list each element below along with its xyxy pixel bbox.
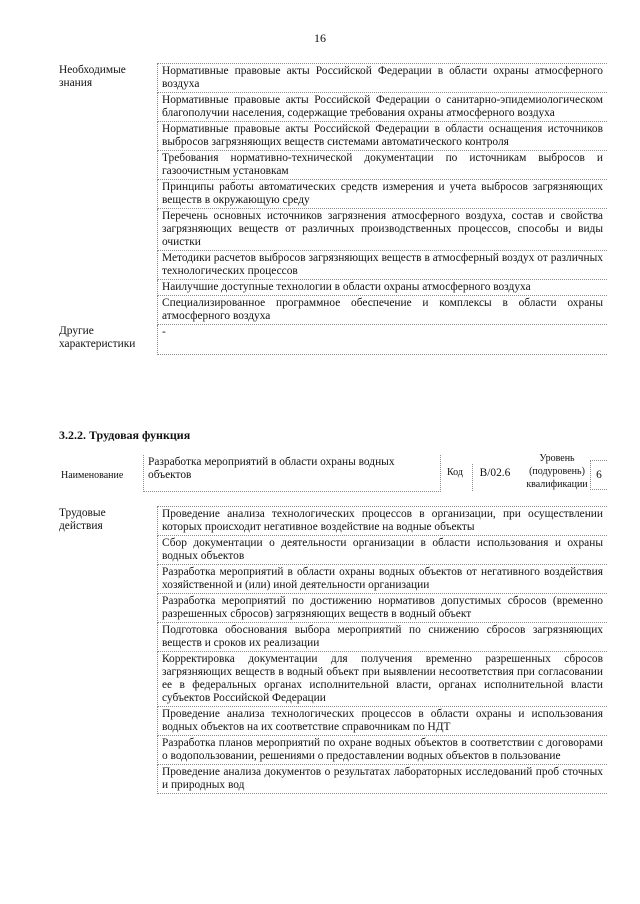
action-item: Проведение анализа технологических процессов в организации, при осуществлении которых происходит негативное воздействие на водные объекты (158, 507, 608, 536)
action-item: Подготовка обоснования выбора мероприятий по снижению сбросов загрязняющих веществ и сроков их реализации (158, 623, 608, 652)
knowledge-item: Нормативные правовые акты Российской Федерации в области охраны атмосферного воздуха (158, 64, 608, 93)
name-label: Наименование (61, 470, 124, 481)
other-value: - (158, 325, 608, 355)
function-code: B/02.6 (472, 464, 517, 491)
action-item: Проведение анализа технологических процессов в области охраны и использования водных объектов на их соответствие справочникам по НДТ (158, 707, 608, 736)
function-header (59, 452, 607, 494)
actions-table (59, 506, 607, 794)
action-item: Проведение анализа документов о результатах лабораторных исследований проб сточных и природных вод (158, 765, 608, 794)
level-label-line1: Уровень (539, 453, 575, 464)
knowledge-item: Специализированное программное обеспечение и комплексы в области охраны атмосферного воздуха (158, 296, 608, 325)
other-label-line2: характеристики (59, 337, 136, 350)
code-label: Код (447, 467, 463, 478)
actions-label-line2: действия (59, 519, 103, 532)
knowledge-item: Нормативные правовые акты Российской Федерации о санитарно-эпидемиологическом благополучии населения, содержащие требования охраны атмосферного воздуха (158, 93, 608, 122)
action-item: Разработка мероприятий в области охраны водных объектов от негативного воздействия хозяйственной и (или) иной деятельности организации (158, 565, 608, 594)
action-item: Разработка мероприятий по достижению нормативов допустимых сбросов (временно разрешенных сбросов) загрязняющих веществ в водный объект (158, 594, 608, 623)
actions-label-line1: Трудовые (59, 506, 106, 519)
section-heading: 3.2.2. Трудовая функция (59, 428, 191, 442)
knowledge-item: Перечень основных источников загрязнения атмосферного воздуха, состав и свойства загрязняющих веществ от различных производственных процессов, способы и виды очистки (158, 209, 608, 251)
level-label-line3: квалификации (526, 479, 588, 490)
level-label (520, 452, 594, 491)
action-item: Корректировка документации для получения временно разрешенных сбросов загрязняющих веществ в водный объект при выявлении несоответствия при согласовании ее в федеральных органах исполнительной власти, органах исполнительной власти субъектов Российской Федерации (158, 652, 608, 707)
qualification-level: 6 (590, 460, 607, 490)
knowledge-label (59, 64, 158, 325)
actions-label (59, 507, 158, 794)
knowledge-item: Нормативные правовые акты Российской Федерации в области оснащения источников выбросов загрязняющих веществ системами автоматического контроля (158, 122, 608, 151)
knowledge-item: Методики расчетов выбросов загрязняющих веществ в атмосферный воздух от различных технологических процессов (158, 251, 608, 280)
knowledge-label-line1: Необходимые (59, 63, 126, 76)
knowledge-item: Наилучшие доступные технологии в области охраны атмосферного воздуха (158, 280, 608, 296)
other-label (59, 325, 158, 355)
level-label-line2: (подуровень) (529, 466, 585, 477)
knowledge-label-line2: знания (59, 76, 93, 89)
knowledge-item: Требования нормативно-технической документации по источникам выбросов и газоочистным установкам (158, 151, 608, 180)
knowledge-table (59, 63, 607, 355)
action-item: Разработка планов мероприятий по охране водных объектов в соответствии с договорами о водопользовании, решениями о предоставлении водных объектов в пользование (158, 736, 608, 765)
knowledge-item: Принципы работы автоматических средств измерения и учета выбросов загрязняющих веществ в окружающую среду (158, 180, 608, 209)
page-number: 16 (314, 31, 326, 45)
action-item: Сбор документации о деятельности организации в области использования и охраны водных объектов (158, 536, 608, 565)
function-name: Разработка мероприятий в области охраны водных объектов (143, 455, 441, 492)
other-label-line1: Другие (59, 324, 94, 337)
